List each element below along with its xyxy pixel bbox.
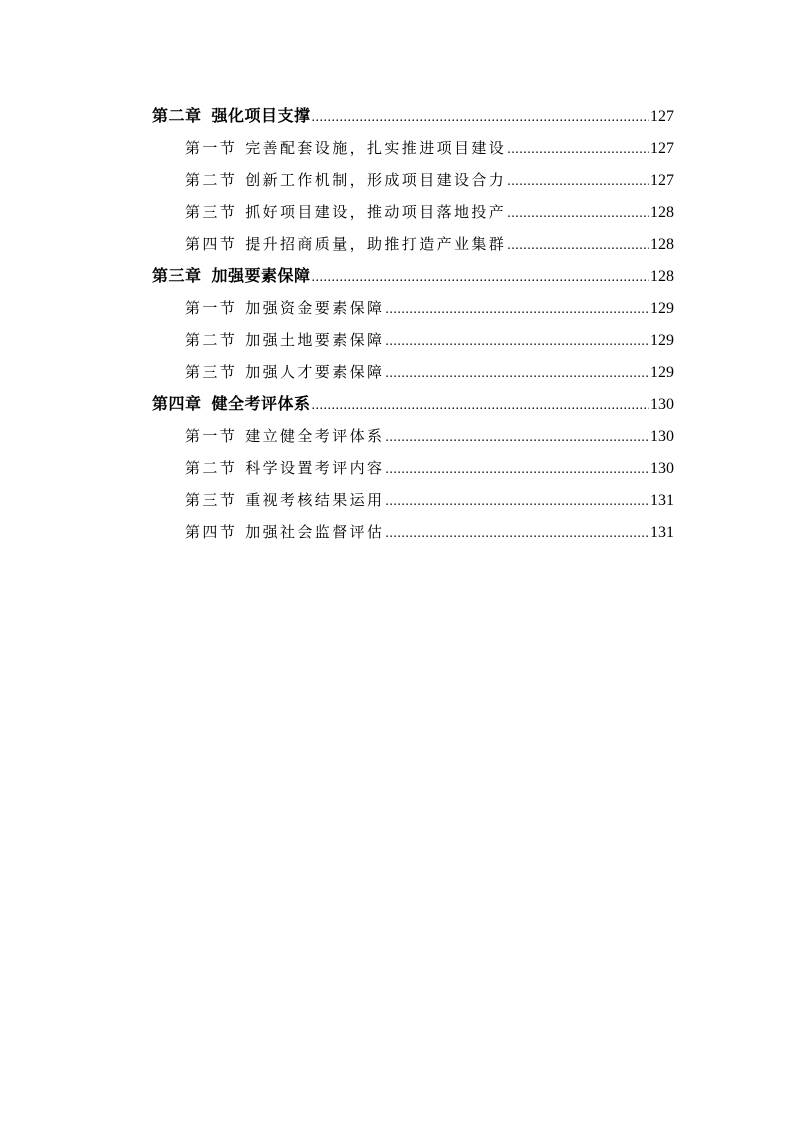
toc-dot-leader	[385, 356, 649, 390]
toc-page-number: 128	[650, 268, 674, 285]
toc-entry-label	[185, 228, 506, 260]
toc-entry-label	[185, 196, 506, 228]
toc-section-number: 第三节	[185, 491, 238, 509]
toc-entry-label	[185, 324, 384, 356]
toc-section-title: 科学设置考评内容	[245, 459, 385, 477]
toc-dot-leader	[507, 196, 649, 230]
toc-entry-label	[152, 260, 311, 292]
toc-dot-leader	[312, 100, 649, 134]
toc-section-entry[interactable]	[152, 196, 674, 228]
toc-section-title: 加强社会监督评估	[245, 523, 385, 541]
toc-entry-label	[185, 484, 384, 516]
toc-page-number: 127	[650, 108, 674, 125]
toc-page-number: 127	[650, 140, 674, 157]
toc-section-entry[interactable]	[152, 292, 674, 324]
toc-page-number: 129	[650, 300, 674, 317]
toc-dot-leader	[385, 292, 649, 326]
toc-page-number: 131	[650, 524, 674, 541]
toc-page-number: 128	[650, 236, 674, 253]
toc-section-title: 提升招商质量，助推打造产业集群	[245, 235, 507, 253]
toc-chapter-number: 第二章	[152, 106, 202, 125]
toc-entry-label	[185, 356, 384, 388]
toc-section-title: 抓好项目建设，推动项目落地投产	[245, 203, 507, 221]
toc-section-number: 第二节	[185, 331, 238, 349]
toc-section-entry[interactable]	[152, 452, 674, 484]
toc-section-number: 第二节	[185, 171, 238, 189]
toc-section-entry[interactable]	[152, 132, 674, 164]
toc-section-entry[interactable]	[152, 164, 674, 196]
toc-section-entry[interactable]	[152, 516, 674, 548]
toc-chapter-entry[interactable]	[152, 260, 674, 292]
toc-section-entry[interactable]	[152, 228, 674, 260]
toc-entry-label	[152, 388, 311, 420]
toc-section-entry[interactable]	[152, 356, 674, 388]
toc-page-number: 130	[650, 396, 674, 413]
toc-dot-leader	[312, 260, 649, 294]
table-of-contents	[152, 100, 674, 548]
toc-page-number: 130	[650, 460, 674, 477]
toc-entry-label	[185, 132, 506, 164]
toc-entry-label	[185, 516, 384, 548]
toc-section-number: 第一节	[185, 139, 238, 157]
toc-dot-leader	[312, 388, 649, 422]
toc-section-number: 第四节	[185, 235, 238, 253]
toc-dot-leader	[385, 324, 649, 358]
toc-page-number: 127	[650, 172, 674, 189]
toc-dot-leader	[385, 452, 649, 486]
toc-page-number: 129	[650, 332, 674, 349]
toc-section-title: 加强土地要素保障	[245, 331, 385, 349]
toc-chapter-entry[interactable]	[152, 100, 674, 132]
toc-entry-label	[185, 420, 384, 452]
toc-chapter-title: 加强要素保障	[211, 266, 311, 285]
toc-dot-leader	[507, 228, 649, 262]
toc-page-number: 129	[650, 364, 674, 381]
toc-chapter-number: 第三章	[152, 266, 202, 285]
toc-dot-leader	[385, 420, 649, 454]
toc-section-number: 第一节	[185, 427, 238, 445]
toc-page-number: 128	[650, 204, 674, 221]
toc-section-entry[interactable]	[152, 324, 674, 356]
toc-section-title: 完善配套设施，扎实推进项目建设	[245, 139, 507, 157]
toc-chapter-number: 第四章	[152, 394, 202, 413]
toc-entry-label	[185, 292, 384, 324]
toc-section-title: 创新工作机制，形成项目建设合力	[245, 171, 507, 189]
toc-page-number: 130	[650, 428, 674, 445]
toc-entry-label	[152, 100, 311, 132]
toc-section-number: 第三节	[185, 203, 238, 221]
toc-section-title: 加强资金要素保障	[245, 299, 385, 317]
toc-chapter-title: 健全考评体系	[211, 394, 311, 413]
toc-section-number: 第一节	[185, 299, 238, 317]
toc-section-number: 第四节	[185, 523, 238, 541]
toc-chapter-title: 强化项目支撑	[211, 106, 311, 125]
toc-dot-leader	[385, 484, 649, 518]
toc-section-entry[interactable]	[152, 420, 674, 452]
toc-page-number: 131	[650, 492, 674, 509]
toc-dot-leader	[507, 132, 649, 166]
toc-dot-leader	[385, 516, 649, 550]
toc-section-number: 第三节	[185, 363, 238, 381]
toc-section-title: 建立健全考评体系	[245, 427, 385, 445]
toc-dot-leader	[507, 164, 649, 198]
toc-section-number: 第二节	[185, 459, 238, 477]
toc-chapter-entry[interactable]	[152, 388, 674, 420]
toc-entry-label	[185, 452, 384, 484]
toc-section-title: 重视考核结果运用	[245, 491, 385, 509]
toc-section-title: 加强人才要素保障	[245, 363, 385, 381]
toc-entry-label	[185, 164, 506, 196]
toc-section-entry[interactable]	[152, 484, 674, 516]
